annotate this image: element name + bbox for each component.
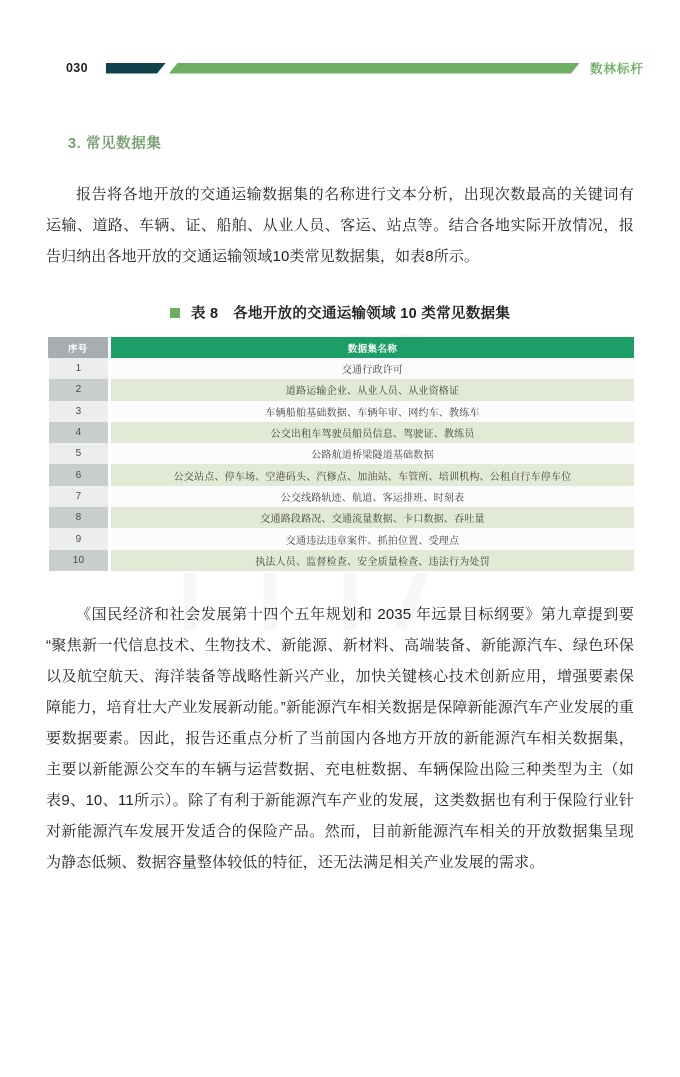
cell-dataset-name: 执法人员、监督检查、安全质量检查、违法行为处罚 [110, 550, 635, 571]
table-header-row [48, 337, 635, 358]
page-header [0, 56, 680, 80]
cell-index: 3 [48, 401, 110, 422]
cell-index: 9 [48, 528, 110, 549]
table-body [48, 358, 635, 571]
column-header-index: 序号 [48, 337, 110, 358]
header-rule-group [106, 61, 580, 75]
cell-index: 6 [48, 464, 110, 485]
column-header-name: 数据集名称 [110, 337, 635, 358]
page-content [46, 132, 634, 878]
cell-dataset-name: 车辆船舶基础数据、车辆年审、网约车、教练车 [110, 401, 635, 422]
cell-index: 7 [48, 486, 110, 507]
caption-bullet-icon [170, 308, 180, 318]
table-caption [46, 302, 634, 323]
table-row [48, 464, 635, 485]
paragraph-intro: 报告将各地开放的交通运输数据集的名称进行文本分析，出现次数最高的关键词有运输、道路、车辆、证、船舶、从业人员、客运、站点等。结合各地实际开放情况，报告归纳出各地开放的交通运输领域10类常见数据集，如表8所示。 [46, 186, 634, 265]
section-heading: 3. 常见数据集 [68, 136, 162, 152]
cell-dataset-name: 公交线路轨迹、航道、客运排班、时刻表 [110, 486, 635, 507]
cell-dataset-name: 交通行政许可 [110, 358, 635, 379]
cell-index: 1 [48, 358, 110, 379]
table-row [48, 528, 635, 549]
table-row [48, 358, 635, 379]
cell-dataset-name: 公交出租车驾驶员船员信息、驾驶证、教练员 [110, 422, 635, 443]
common-datasets-table [46, 337, 634, 571]
table-row [48, 443, 635, 464]
cell-dataset-name: 公路航道桥梁隧道基础数据 [110, 443, 635, 464]
header-rule-green [169, 63, 580, 74]
table-row [48, 401, 635, 422]
cell-index: 10 [48, 550, 110, 571]
header-rule-dark [106, 63, 166, 74]
table-row [48, 550, 635, 571]
cell-index: 2 [48, 379, 110, 400]
table-caption-text: 表 8 各地开放的交通运输领域 10 类常见数据集 [190, 306, 511, 322]
cell-index: 5 [48, 443, 110, 464]
table-head [48, 337, 635, 358]
cell-index: 8 [48, 507, 110, 528]
table-row [48, 422, 635, 443]
paragraph-outro: 《国民经济和社会发展第十四个五年规划和 2035 年远景目标纲要》第九章提到要“聚焦新一代信息技术、生物技术、新能源、新材料、高端装备、新能源汽车、绿色环保以及航空航天、海洋装备等战略性新兴产业，加快关键核心技术创新应用，增强要素保障能力，培育壮大产业发展新动能。”新能源汽车相关数据是保障新能源汽车产业发展的重要数据要素。因此，报告还重点分析了当前国内各地方开放的新能源汽车相关数据集，主要以新能源公交车的车辆与运营数据、充电桩数据、车辆保险出险三种类型为主（如表9、10、11所示）。除了有利于新能源汽车产业的发展，这类数据也有利于保险行业针对新能源汽车发展开发适合的保险产品。然而，目前新能源汽车相关的开放数据集呈现为静态低频、数据容量整体较低的特征，还无法满足相关产业发展的需求。 [46, 605, 634, 871]
page-number: 030 [65, 61, 88, 75]
table-container [46, 337, 634, 573]
cell-dataset-name: 交通违法违章案件、抓拍位置、受理点 [110, 528, 635, 549]
cell-dataset-name: 交通路段路况、交通流量数据、卡口数据、吞吐量 [110, 507, 635, 528]
table-row [48, 379, 635, 400]
table-row [48, 507, 635, 528]
brand-label: 数林标杆 [589, 62, 644, 76]
cell-dataset-name: 道路运输企业、从业人员、从业资格证 [110, 379, 635, 400]
table-row [48, 486, 635, 507]
cell-index: 4 [48, 422, 110, 443]
cell-dataset-name: 公交站点、停车场、空港码头、汽修点、加油站、车管所、培训机构、公租自行车停车位 [110, 464, 635, 485]
